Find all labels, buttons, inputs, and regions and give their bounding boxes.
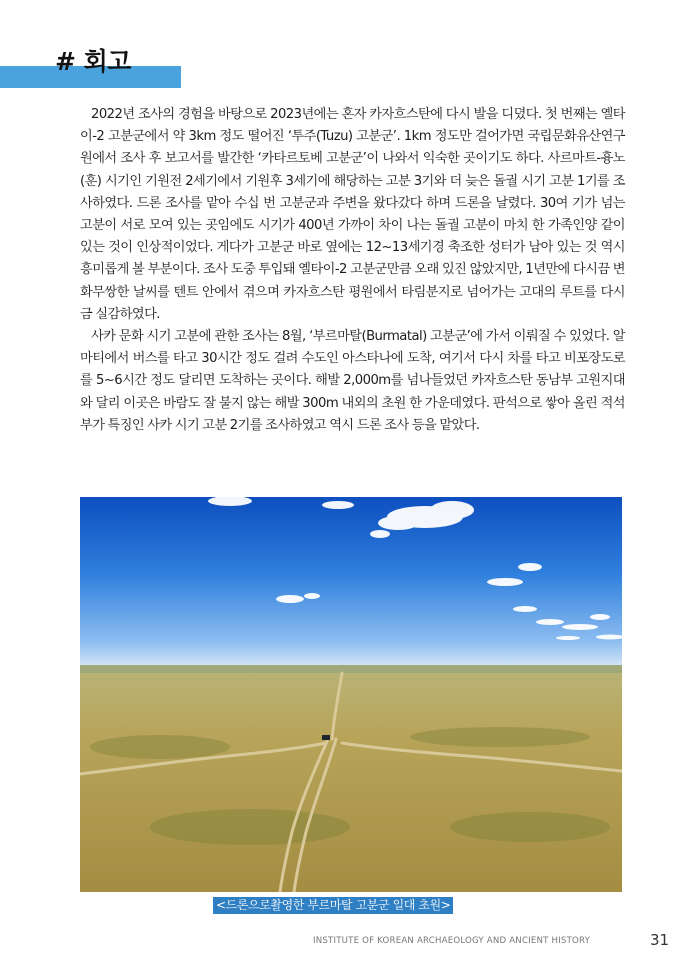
- section-title: # 회고: [55, 47, 131, 76]
- paragraph-2: 사카 문화 시기 고분에 관한 조사는 8월, ‘부르마탈(Burmatal) 고분군’에 가서 이뤄질 수 있었다. 알마티에서 버스를 타고 30시간 정도 걸려 수도인 아스타나에 도착, 여기서 다시 차를 타고 비포장도로를 5~6시간 정도 달리면 도착하는 곳이다. 해발 2,000m를 넘나들었던 카자흐스탄 동남부 고원지대와 달리 이곳은 바람도 잘 불지 않는 해발 300m 내외의 초원 한 가운데였다. 판석으로 쌓아 올린 적석부가 특징인 사카 시기 고분 2기를 조사하였고 역시 드론 조사 등을 맡았다.: [80, 329, 625, 433]
- paragraph-1: 2022년 조사의 경험을 바탕으로 2023년에는 혼자 카자흐스탄에 다시 발을 디뎠다. 첫 번째는 옐타이-2 고분군에서 약 3km 정도 떨어진 ‘투주(Tuzu) 고분군’. 1km 정도만 걸어가면 국립문화유산연구원에서 조사 후 보고서를 발간한 ‘카타르토베 고분군’이 나와서 익숙한 곳이기도 하다. 사르마트-흉노(훈) 시기인 기원전 2세기에서 기원후 3세기에 해당하는 고분 3기와 더 늦은 돌궐 시기 고분 1기를 조사하였다. 드론 조사를 맡아 수십 번 고분군과 주변을 왔다갔다 하며 드론을 날렸다. 30여 기가 넘는 고분이 서로 모여 있는 곳임에도 시기가 400년 가까이 차이 나는 돌궐 고분이 마치 한 가족인양 같이 있는 것이 인상적이었다. 게다가 고분군 바로 옆에는 12~13세기경 축조한 성터가 남아 있는 것 역시 흥미롭게 볼 부분이다. 조사 도중 투입돼 옐타이-2 고분군만큼 오래 있진 않았지만, 1년만에 다시끔 변화무쌍한 날씨를 텐트 안에서 겪으며 카자흐스탄 평원에서 타림분지로 넘어가는 고대의 루트를 다시금 실감하였다.: [80, 107, 625, 322]
- photo-caption: <드론으로촬영한 부르마탈 고분군 일대 초원>: [213, 897, 453, 914]
- steppe-drone-photo: [80, 497, 622, 892]
- footer-institution: INSTITUTE OF KOREAN ARCHAEOLOGY AND ANCIENT HISTORY: [313, 936, 591, 946]
- page-number: 31: [650, 931, 670, 949]
- vehicle-icon: [322, 735, 330, 740]
- article-body: [80, 104, 625, 437]
